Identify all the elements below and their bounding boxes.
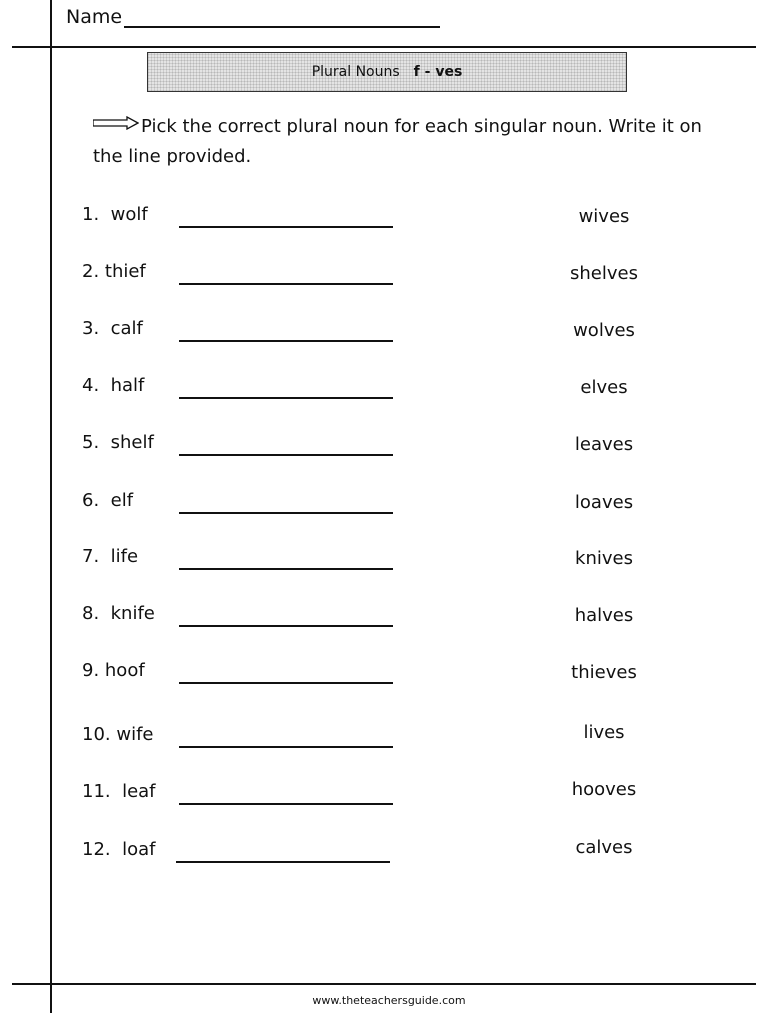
singular-noun: 6. elf (82, 490, 134, 511)
answer-line[interactable] (179, 625, 393, 627)
singular-noun: 9. hoof (82, 660, 145, 681)
exercise-row (0, 490, 768, 520)
plural-choice: wolves (573, 320, 635, 341)
title-text: Plural Nouns (311, 64, 400, 80)
exercise-row (0, 204, 768, 234)
plural-choice: leaves (574, 434, 634, 455)
exercise-row (0, 318, 768, 348)
exercise-row (0, 781, 768, 811)
exercise-row (0, 839, 768, 869)
singular-noun: 3. calf (82, 318, 143, 339)
plural-choice: wives (578, 206, 630, 227)
plural-choice: knives (575, 548, 633, 569)
singular-noun: 7. life (82, 546, 139, 567)
bottom-rule (12, 983, 756, 985)
exercise-row (0, 261, 768, 291)
plural-choice: hooves (571, 779, 637, 800)
singular-noun: 8. knife (82, 603, 155, 624)
answer-line[interactable] (179, 746, 393, 748)
name-label: Name (66, 6, 123, 28)
plural-choice: calves (575, 837, 633, 858)
plural-choice: thieves (571, 662, 637, 683)
singular-noun: 12. loaf (82, 839, 156, 860)
answer-line[interactable] (179, 283, 393, 285)
answer-line[interactable] (179, 397, 393, 399)
singular-noun: 2. thief (82, 261, 146, 282)
plural-choice: elves (580, 377, 628, 398)
plural-choice: shelves (570, 263, 638, 284)
singular-noun: 10. wife (82, 724, 154, 745)
name-blank-line[interactable] (124, 6, 440, 28)
answer-line[interactable] (179, 803, 393, 805)
instructions (93, 112, 733, 172)
answer-line[interactable] (179, 682, 393, 684)
title-suffix: f - ves (413, 64, 463, 80)
singular-noun: 4. half (82, 375, 145, 396)
instructions-text: Pick the correct plural noun for each singular noun. Write it on the line provided. (93, 116, 702, 167)
arrow-right-icon (93, 110, 139, 140)
exercise-row (0, 724, 768, 754)
singular-noun: 1. wolf (82, 204, 148, 225)
top-rule (12, 46, 756, 48)
answer-line[interactable] (176, 861, 390, 863)
singular-noun: 11. leaf (82, 781, 156, 802)
answer-line[interactable] (179, 454, 393, 456)
answer-line[interactable] (179, 340, 393, 342)
exercise-row (0, 375, 768, 405)
name-row (66, 6, 440, 28)
exercise-row (0, 432, 768, 462)
title-box (147, 52, 627, 92)
footer-url: www.theteachersguide.com (312, 994, 466, 1007)
exercise-row (0, 660, 768, 690)
answer-line[interactable] (179, 512, 393, 514)
answer-line[interactable] (179, 568, 393, 570)
singular-noun: 5. shelf (82, 432, 154, 453)
answer-line[interactable] (179, 226, 393, 228)
plural-choice: halves (574, 605, 634, 626)
plural-choice: loaves (574, 492, 634, 513)
plural-choice: lives (583, 722, 625, 743)
exercise-row (0, 603, 768, 633)
exercise-row (0, 546, 768, 576)
